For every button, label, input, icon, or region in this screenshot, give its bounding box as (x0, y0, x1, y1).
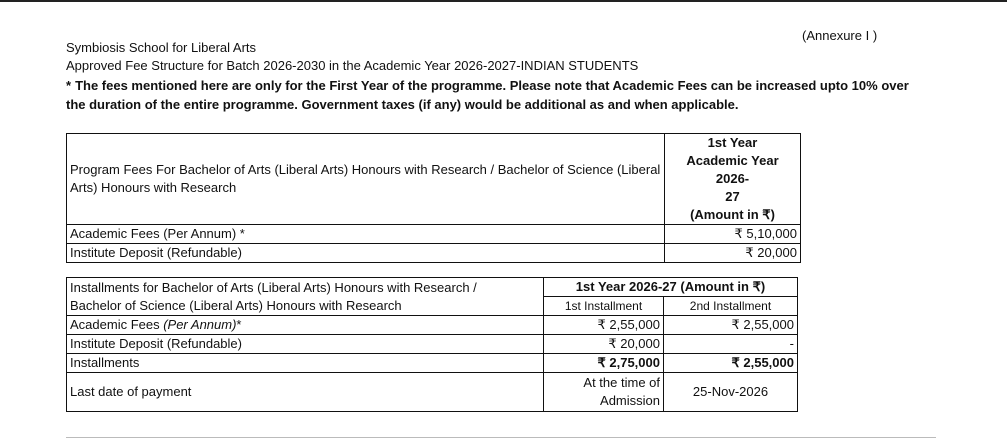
program-label-cell (67, 134, 665, 225)
installments-total-label: Installments (67, 354, 544, 373)
deposit-inst2: - (664, 335, 798, 354)
year-header-line: (Amount in ₹) (690, 207, 775, 222)
deposit-label: Institute Deposit (Refundable) (67, 244, 665, 263)
academic-fees-label (67, 316, 544, 335)
note-asterisk: * (66, 78, 72, 93)
last-date-inst2: 25-Nov-2026 (664, 373, 798, 412)
table-row (67, 244, 801, 263)
last-date-inst1 (544, 373, 664, 412)
deposit-inst1: ₹ 20,000 (544, 335, 664, 354)
installments-label-line: Installments for Bachelor of Arts (Liberal Arts) Honours with Research / (70, 279, 477, 295)
table-row (67, 225, 801, 244)
installments-total-inst2: ₹ 2,55,000 (664, 354, 798, 373)
per-annum-text: (Per Annum) (163, 317, 237, 332)
academic-fees-inst1: ₹ 2,55,000 (544, 316, 664, 335)
year-header-line: Academic Year 2026- (686, 153, 779, 186)
last-date-label: Last date of payment (67, 373, 544, 412)
table-row (67, 373, 798, 412)
installments-table (66, 277, 798, 412)
fee-note (66, 76, 926, 114)
note-text: The fees mentioned here are only for the First Year of the programme. Please note that Academic Fees can be increased upto 10% over the duration of the entire programme. Government taxes (if any) would be additional as and when applicable. (66, 78, 909, 112)
installments-total-inst1: ₹ 2,75,000 (544, 354, 664, 373)
annexure-label: (Annexure I ) (802, 28, 878, 43)
table-row (67, 316, 798, 335)
academic-fees-label: Academic Fees (Per Annum) * (67, 225, 665, 244)
program-header-row (67, 134, 801, 225)
program-label: Program Fees For Bachelor of Arts (Liberal Arts) Honours with Research / Bachelor of Science (Liberal Arts) Honours with Research (70, 162, 661, 195)
deposit-label: Institute Deposit (Refundable) (67, 335, 544, 354)
fee-structure-title: Approved Fee Structure for Batch 2026-2030 in the Academic Year 2026-2027-INDIAN STUDENTS (66, 58, 639, 73)
second-installment-header: 2nd Installment (664, 297, 798, 316)
year-header-line: 27 (725, 189, 740, 204)
bottom-border (66, 437, 936, 438)
academic-fees-inst2: ₹ 2,55,000 (664, 316, 798, 335)
academic-fees-label-text: Academic Fees (70, 317, 164, 332)
program-fees-table (66, 133, 801, 263)
installments-header-row (67, 278, 798, 297)
table-row (67, 335, 798, 354)
asterisk: * (236, 317, 242, 332)
installments-label-line: Bachelor of Science (Liberal Arts) Honours with Research (70, 297, 402, 313)
school-name: Symbiosis School for Liberal Arts (66, 40, 257, 55)
first-installment-header: 1st Installment (544, 297, 664, 316)
last-date-inst1-line: Admission (600, 393, 660, 408)
table-row (67, 354, 798, 373)
deposit-amount: ₹ 20,000 (665, 244, 801, 263)
year-header-cell (665, 134, 801, 225)
top-border (0, 0, 1007, 2)
year-header: 1st Year 2026-27 (Amount in ₹) (544, 278, 798, 297)
year-header-line: 1st Year (707, 135, 758, 150)
installments-label-cell (67, 278, 544, 316)
academic-fees-amount: ₹ 5,10,000 (665, 225, 801, 244)
last-date-inst1-line: At the time of (583, 375, 660, 390)
